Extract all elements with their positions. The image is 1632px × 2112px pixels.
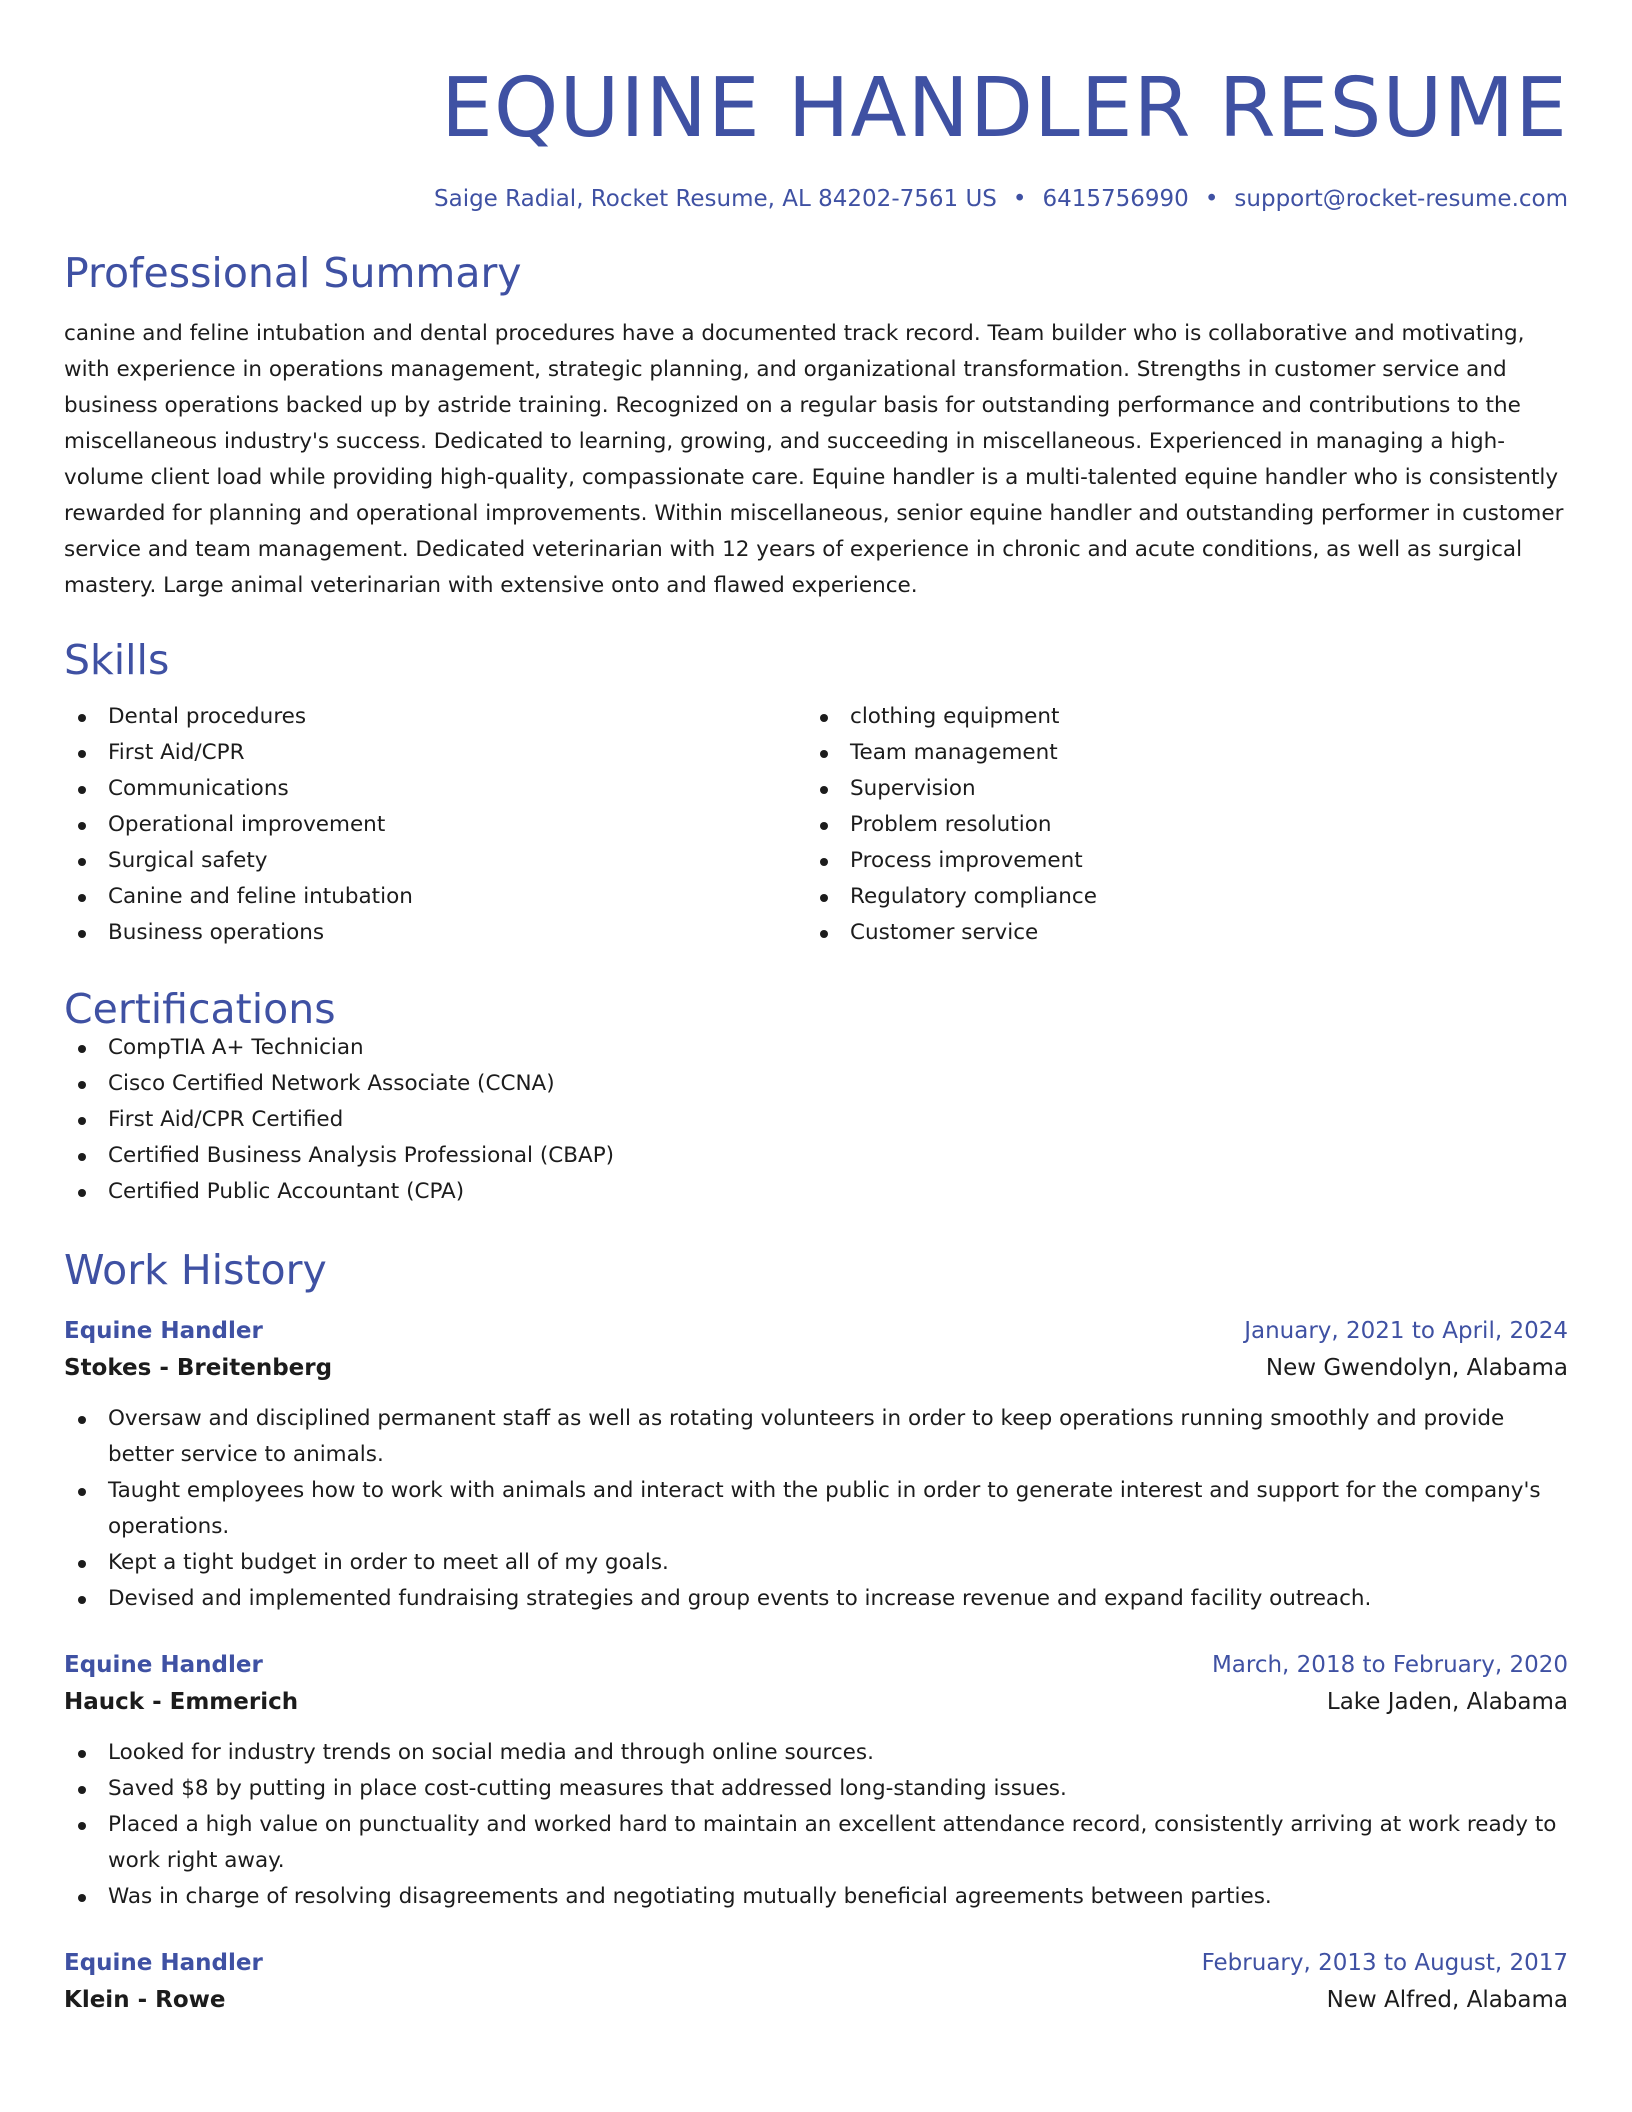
contact-separator: •	[1204, 186, 1219, 212]
list-item: Business operations	[64, 915, 806, 951]
section-heading: Professional Summary	[64, 249, 522, 297]
job-dates: March, 2018 to February, 2020	[1211, 1652, 1568, 1678]
job-company: Hauck - Emmerich	[64, 1689, 299, 1715]
list-item: Taught employees how to work with animals and interact with the public in order to generate interest and support for the company's operations.	[64, 1473, 1568, 1545]
job-entry	[64, 1313, 1568, 1617]
skills-section	[64, 636, 1568, 951]
job-company: Stokes - Breitenberg	[64, 1355, 333, 1381]
job-dates: January, 2021 to April, 2024	[1244, 1318, 1568, 1344]
list-item: Cisco Certified Network Associate (CCNA)	[64, 1066, 1568, 1102]
job-location: Lake Jaden, Alabama	[1326, 1689, 1568, 1715]
list-item: Communications	[64, 771, 806, 807]
list-item: Devised and implemented fundraising strategies and group events to increase revenue and expand facility outreach.	[64, 1581, 1568, 1617]
contact-email[interactable]: support@rocket-resume.com	[1234, 186, 1568, 212]
list-item: Saved $8 by putting in place cost-cutting measures that addressed long-standing issues.	[64, 1771, 1568, 1807]
list-item: Certified Business Analysis Professional (CBAP)	[64, 1138, 1568, 1174]
job-location: New Gwendolyn, Alabama	[1265, 1355, 1568, 1381]
list-item: Supervision	[806, 771, 1548, 807]
list-item: Dental procedures	[64, 699, 806, 735]
professional-summary-section	[64, 249, 1568, 604]
list-item: Oversaw and disciplined permanent staff as well as rotating volunteers in order to keep operations running smoothly and provide better service to animals.	[64, 1401, 1568, 1473]
list-item: Process improvement	[806, 843, 1548, 879]
skills-list-right	[806, 699, 1548, 951]
job-bullets	[64, 1735, 1568, 1915]
certifications-section	[64, 985, 1568, 1210]
job-title: Equine Handler	[64, 1950, 263, 1976]
list-item: First Aid/CPR Certified	[64, 1102, 1568, 1138]
skills-list-left	[64, 699, 806, 951]
contact-address: Saige Radial, Rocket Resume, AL 84202-7561 US	[434, 186, 997, 212]
resume-header	[64, 61, 1568, 212]
list-item: Canine and feline intubation	[64, 879, 806, 915]
job-location: New Alfred, Alabama	[1326, 1987, 1568, 2013]
list-item: First Aid/CPR	[64, 735, 806, 771]
section-heading: Skills	[64, 636, 170, 684]
list-item: Was in charge of resolving disagreements and negotiating mutually beneficial agreements between parties.	[64, 1879, 1568, 1915]
list-item: Surgical safety	[64, 843, 806, 879]
job-title: Equine Handler	[64, 1318, 263, 1344]
job-dates: February, 2013 to August, 2017	[1201, 1950, 1568, 1976]
list-item: Operational improvement	[64, 807, 806, 843]
skills-grid	[64, 699, 1568, 951]
job-entry	[64, 1647, 1568, 1915]
section-heading: Work History	[64, 1246, 327, 1294]
list-item: clothing equipment	[806, 699, 1548, 735]
section-heading: Certifications	[64, 985, 336, 1033]
list-item: Certified Public Accountant (CPA)	[64, 1174, 1568, 1210]
list-item: CompTIA A+ Technician	[64, 1030, 1568, 1066]
list-item: Problem resolution	[806, 807, 1548, 843]
contact-line	[64, 188, 1568, 211]
summary-text: canine and feline intubation and dental procedures have a documented track record. Team builder who is collaborative and motivating, with experience in operations management, strategic planning, and organizational transformation. Strengths in customer service and business operations backed up by astride training. Recognized on a regular basis for outstanding performance and contributions to the miscellaneous industry's success. Dedicated to learning, growing, and succeeding in miscellaneous. Experienced in managing a high-volume client load while providing high-quality, compassionate care. Equine handler is a multi-talented equine handler who is consistently rewarded for planning and operational improvements. Within miscellaneous, senior equine handler and outstanding performer in customer service and team management. Dedicated veterinarian with 12 years of experience in chronic and acute conditions, as well as surgical mastery. Large animal veterinarian with extensive onto and flawed experience.	[64, 321, 1564, 598]
contact-separator: •	[1012, 186, 1027, 212]
resume-page	[64, 40, 1568, 2019]
list-item: Placed a high value on punctuality and worked hard to maintain an excellent attendance record, consistently arriving at work ready to work right away.	[64, 1807, 1568, 1879]
work-history-section	[64, 1246, 1568, 2019]
list-item: Customer service	[806, 915, 1548, 951]
list-item: Looked for industry trends on social media and through online sources.	[64, 1735, 1568, 1771]
contact-phone: 6415756990	[1042, 186, 1189, 212]
resume-title: EQUINE HANDLER RESUME	[441, 61, 1568, 156]
job-entry	[64, 1945, 1568, 2019]
list-item: Regulatory compliance	[806, 879, 1548, 915]
list-item: Team management	[806, 735, 1548, 771]
job-bullets	[64, 1401, 1568, 1617]
job-title: Equine Handler	[64, 1652, 263, 1678]
certifications-list	[64, 1030, 1568, 1210]
list-item: Kept a tight budget in order to meet all of my goals.	[64, 1545, 1568, 1581]
job-company: Klein - Rowe	[64, 1987, 226, 2013]
